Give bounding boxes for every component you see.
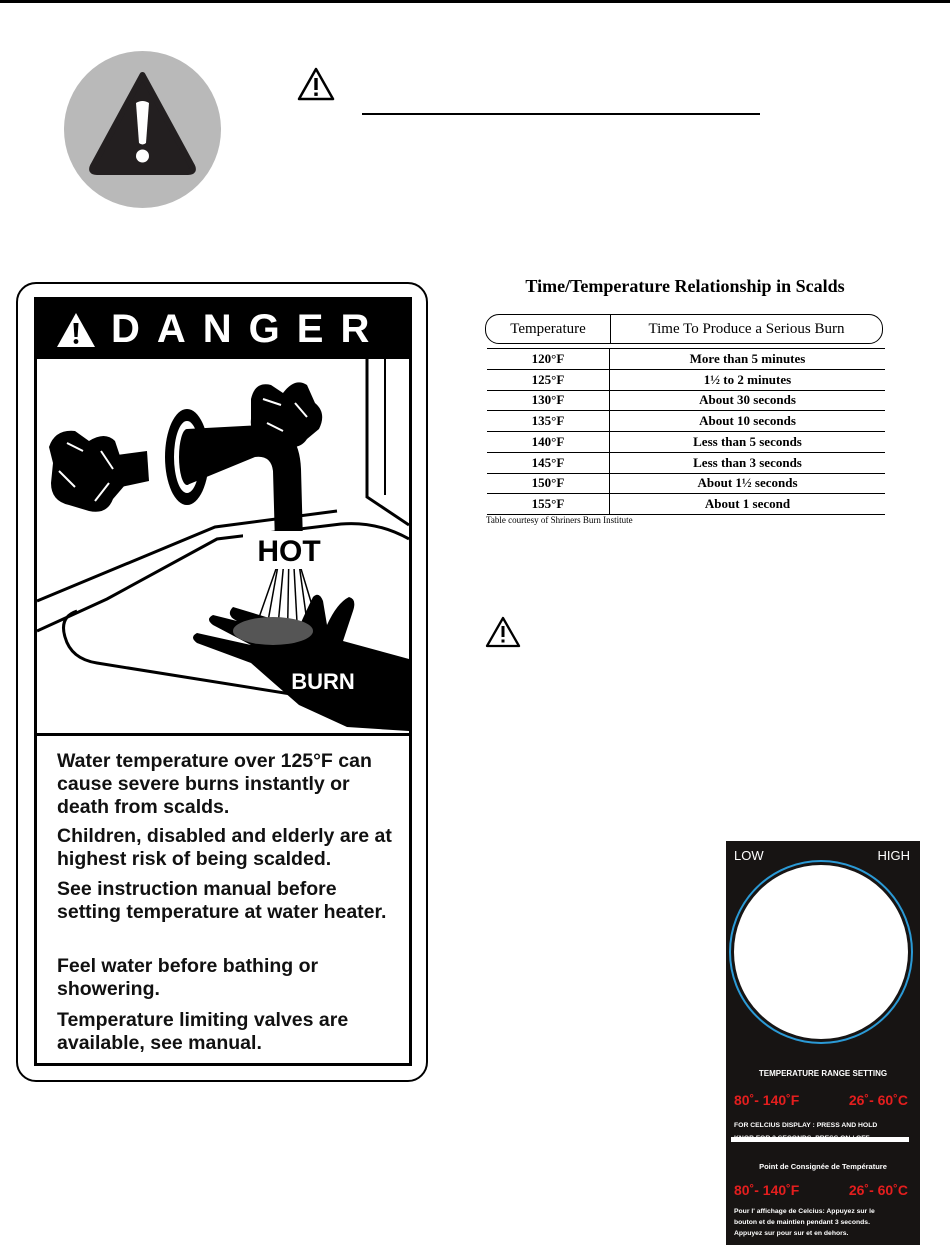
hot-label: HOT: [257, 535, 321, 568]
fr-note-line-3: Appuyez sur pour sur et en dehors.: [734, 1230, 849, 1237]
caution-circle-icon: [64, 51, 221, 208]
warning-triangle-icon: [296, 66, 336, 107]
danger-text-manual: See instruction manual before setting temperature at water heater.: [57, 878, 387, 923]
header-temperature: Temperature: [486, 315, 611, 343]
fr-range-fahrenheit: 80˚- 140˚F: [734, 1182, 800, 1198]
hot-water-burn-illustration: [37, 359, 409, 733]
fr-range-title: Point de Consignée de Température: [759, 1162, 887, 1171]
range-fahrenheit: 80˚- 140˚F: [734, 1092, 800, 1108]
danger-title: DANGER: [111, 307, 387, 351]
danger-text-valves: Temperature limiting valves are available, see manual.: [57, 1009, 349, 1054]
hand-icon: [193, 595, 409, 731]
table-row: 155°F About 1 second: [487, 494, 885, 515]
table-row: 140°F Less than 5 seconds: [487, 432, 885, 453]
heading-underline: [362, 113, 760, 115]
table-title: Time/Temperature Relationship in Scalds: [525, 276, 845, 296]
low-label: LOW: [734, 848, 764, 863]
fr-range-celsius: 26˚- 60˚C: [848, 1182, 908, 1198]
celsius-note-line-1: FOR CELCIUS DISPLAY : PRESS AND HOLD: [734, 1122, 878, 1129]
range-celsius: 26˚- 60˚C: [848, 1092, 908, 1108]
danger-warning-icon: [55, 311, 97, 349]
panel-divider: [731, 1137, 909, 1142]
danger-header: [37, 300, 409, 359]
fr-note-line-2: bouton et de maintien pendant 3 seconds.: [734, 1219, 870, 1226]
warning-triangle-icon: [485, 616, 521, 653]
temperature-dial[interactable]: [734, 865, 908, 1039]
danger-text-feel-water: Feel water before bathing or showering.: [57, 955, 319, 1000]
fr-note-line-1: Pour l' affichage de Celcius: Appuyez sur le: [734, 1208, 875, 1215]
right-faucet-knob-icon: [251, 382, 322, 447]
table-credit: Table courtesy of Shriners Burn Institute: [486, 515, 633, 525]
burn-label: BURN: [291, 669, 355, 694]
table-row: 125°F 1½ to 2 minutes: [487, 370, 885, 391]
table-row: 130°F About 30 seconds: [487, 391, 885, 412]
danger-text-risk: Children, disabled and elderly are at highest risk of being scalded.: [57, 825, 392, 870]
table-row: 120°F More than 5 minutes: [487, 348, 885, 370]
high-label: HIGH: [877, 848, 910, 863]
table-row: 150°F About 1½ seconds: [487, 474, 885, 495]
danger-text-temperature: Water temperature over 125°F can cause severe burns instantly or death from scalds.: [57, 750, 372, 818]
left-faucet-knob-icon: [49, 431, 149, 512]
table-row: 145°F Less than 3 seconds: [487, 453, 885, 474]
header-time: Time To Produce a Serious Burn: [648, 320, 845, 337]
temperature-control-panel: [726, 841, 920, 1245]
table-row: 135°F About 10 seconds: [487, 411, 885, 432]
table-header: [485, 314, 883, 344]
top-rule: [0, 0, 950, 3]
danger-divider: [37, 733, 409, 736]
table-body: [487, 348, 885, 515]
range-title: TEMPERATURE RANGE SETTING: [758, 1069, 888, 1078]
